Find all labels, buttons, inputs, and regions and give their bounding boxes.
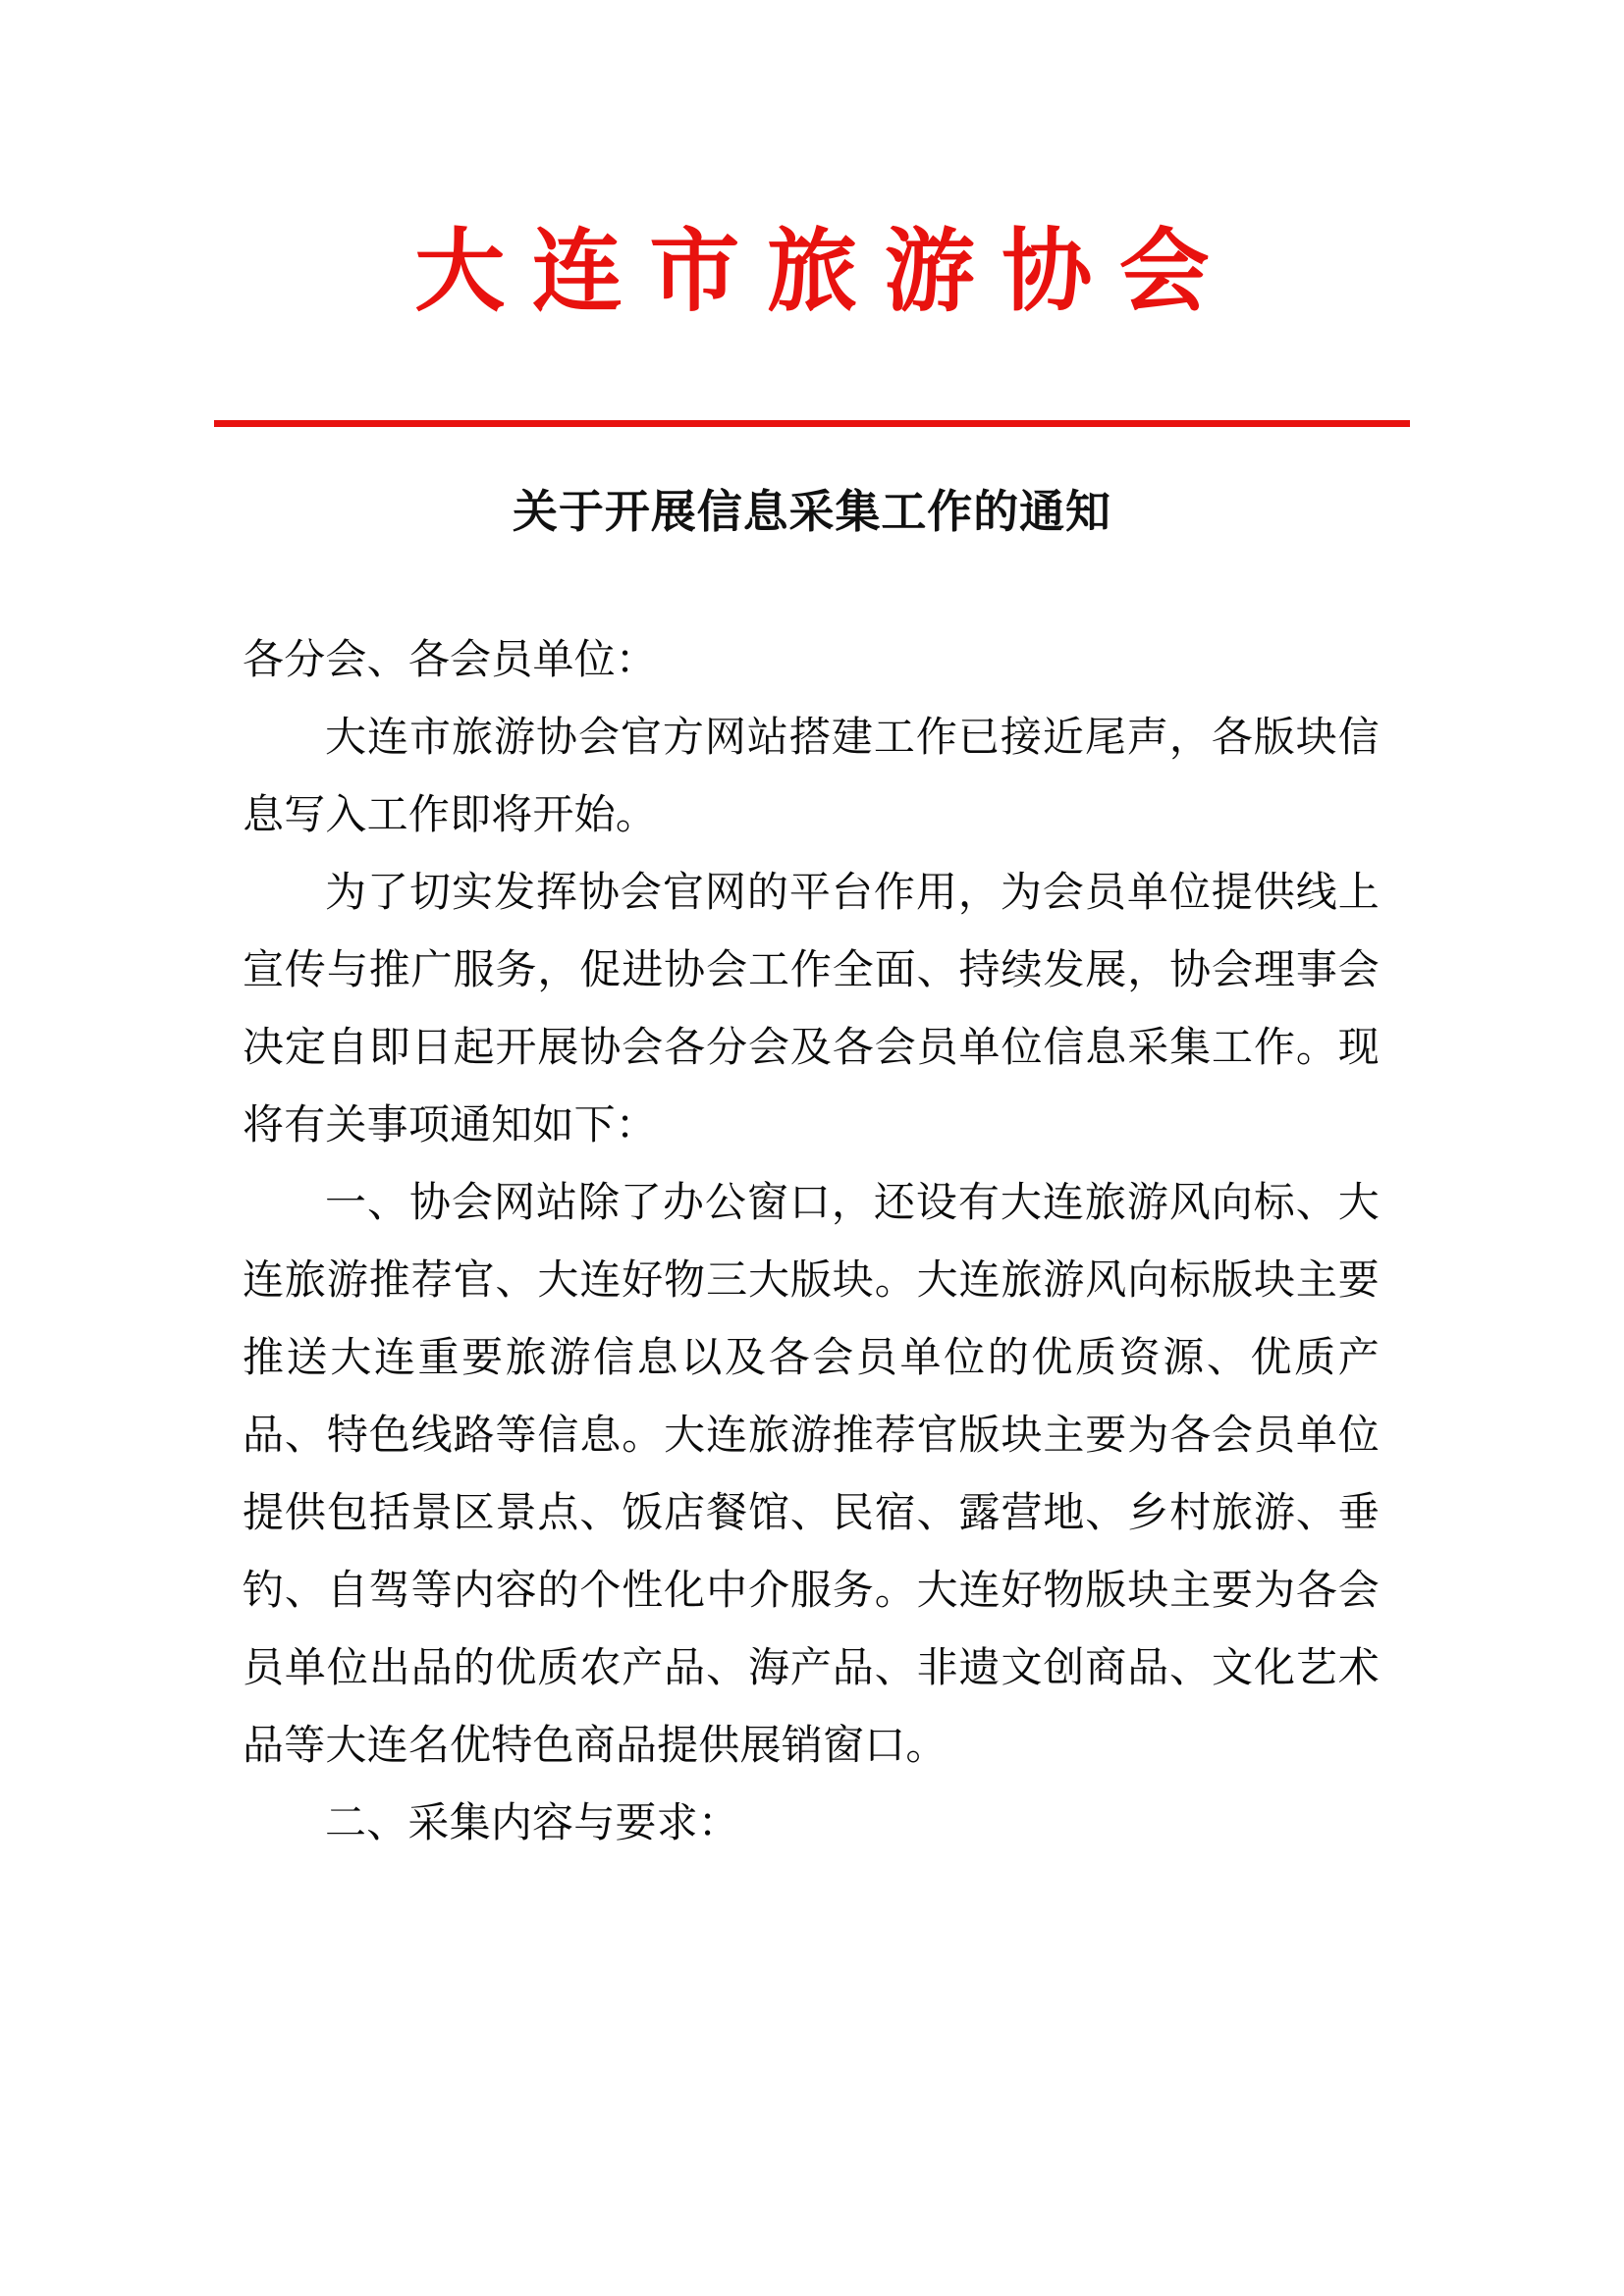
body-paragraph-3-item-one: 一、协会网站除了办公窗口，还设有大连旅游风向标、大连旅游推荐官、大连好物三大版块。大连旅游风向标版块主要推送大连重要旅游信息以及各会员单位的优质资源、优质产品、特色线路等信息。大连旅游推荐官版块主要为各会员单位提供包括景区景点、饭店餐馆、民宿、露营地、乡村旅游、垂钓、自驾等内容的个性化中介服务。大连好物版块主要为各会员单位出品的优质农产品、海产品、非遗文创商品、文化艺术品等大连名优特色商品提供展销窗口。	[243, 1178, 1380, 1769]
body-paragraph-2: 为了切实发挥协会官网的平台作用，为会员单位提供线上宣传与推广服务，促进协会工作全面、持续发展，协会理事会决定自即日起开展协会各分会及各会员单位信息采集工作。现将有关事项通知如下：	[243, 868, 1380, 1148]
document-body	[243, 620, 1380, 1861]
letterhead	[0, 218, 1624, 324]
salutation: 各分会、各会员单位：	[243, 635, 658, 683]
letterhead-divider	[214, 420, 1410, 427]
body-paragraph-1: 大连市旅游协会官方网站搭建工作已接近尾声，各版块信息写入工作即将开始。	[243, 713, 1380, 838]
page-title: 关于开展信息采集工作的通知	[513, 484, 1111, 538]
body-paragraph-4-item-two: 二、采集内容与要求：	[325, 1798, 740, 1846]
organization-name: 大连市旅游协会	[414, 218, 1237, 324]
